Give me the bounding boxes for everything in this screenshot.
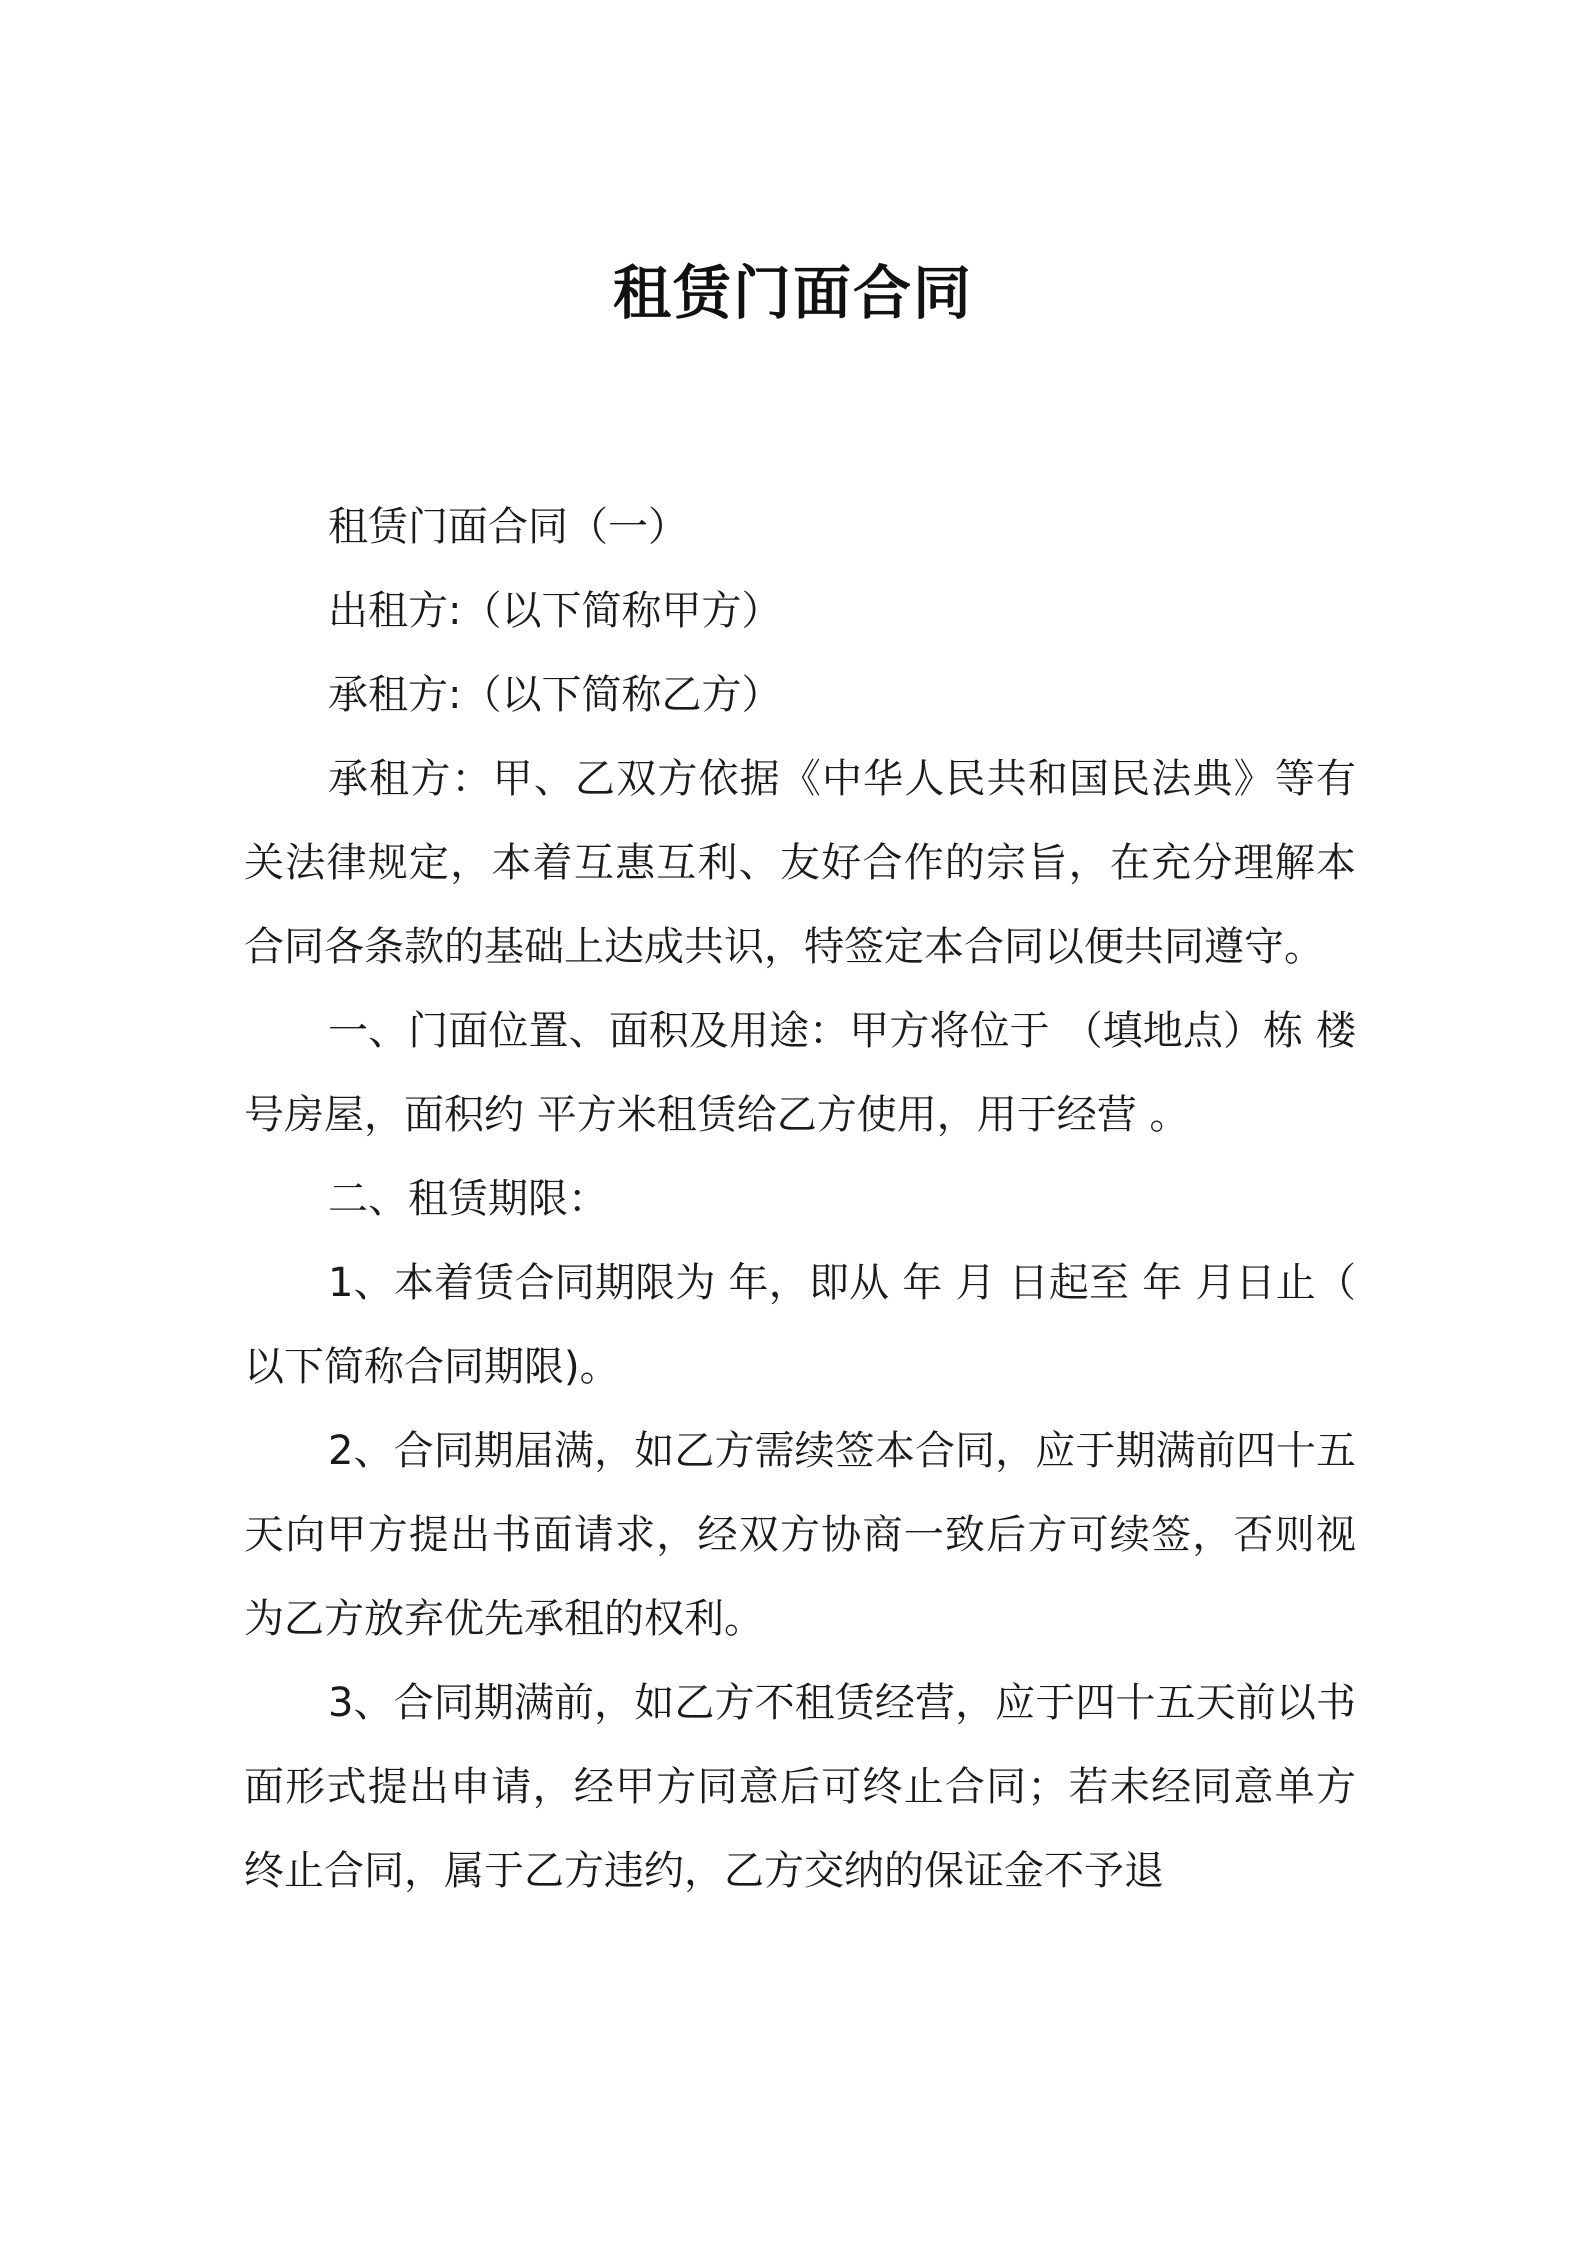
lessor-line: 出租方:（以下简称甲方） <box>328 588 782 634</box>
clause-2-item-1: 1、本着赁合同期限为 年，即从 年 月 日起至 年 月日止（以下简称合同期限)。 <box>244 1260 1356 1390</box>
clause-2-heading: 二、租赁期限： <box>328 1176 608 1222</box>
preamble-paragraph: 承租方：甲、乙双方依据《中华人民共和国民法典》等有关法律规定，本着互惠互利、友好合作的宗旨，在充分理解本合同各条款的基础上达成共识，特签定本合同以便共同遵守。 <box>244 756 1356 970</box>
clause-1-storefront: 一、门面位置、面积及用途：甲方将位于 （填地点）栋 楼号房屋，面积约 平方米租赁给乙方使用，用于经营 。 <box>244 1008 1356 1138</box>
clause-2-item-3: 3、合同期满前，如乙方不租赁经营，应于四十五天前以书面形式提出申请，经甲方同意后可终止合同；若未经同意单方终止合同，属于乙方违约，乙方交纳的保证金不予退 <box>244 1680 1356 1894</box>
clause-2-item-2: 2、合同期届满，如乙方需续签本合同，应于期满前四十五天向甲方提出书面请求，经双方协商一致后方可续签，否则视为乙方放弃优先承租的权利。 <box>244 1428 1356 1642</box>
document-title: 租赁门面合同 <box>612 259 973 327</box>
lessee-line: 承租方:（以下简称乙方） <box>328 672 782 718</box>
document-body <box>244 485 1356 1913</box>
contract-subtitle: 租赁门面合同（一） <box>328 504 688 550</box>
